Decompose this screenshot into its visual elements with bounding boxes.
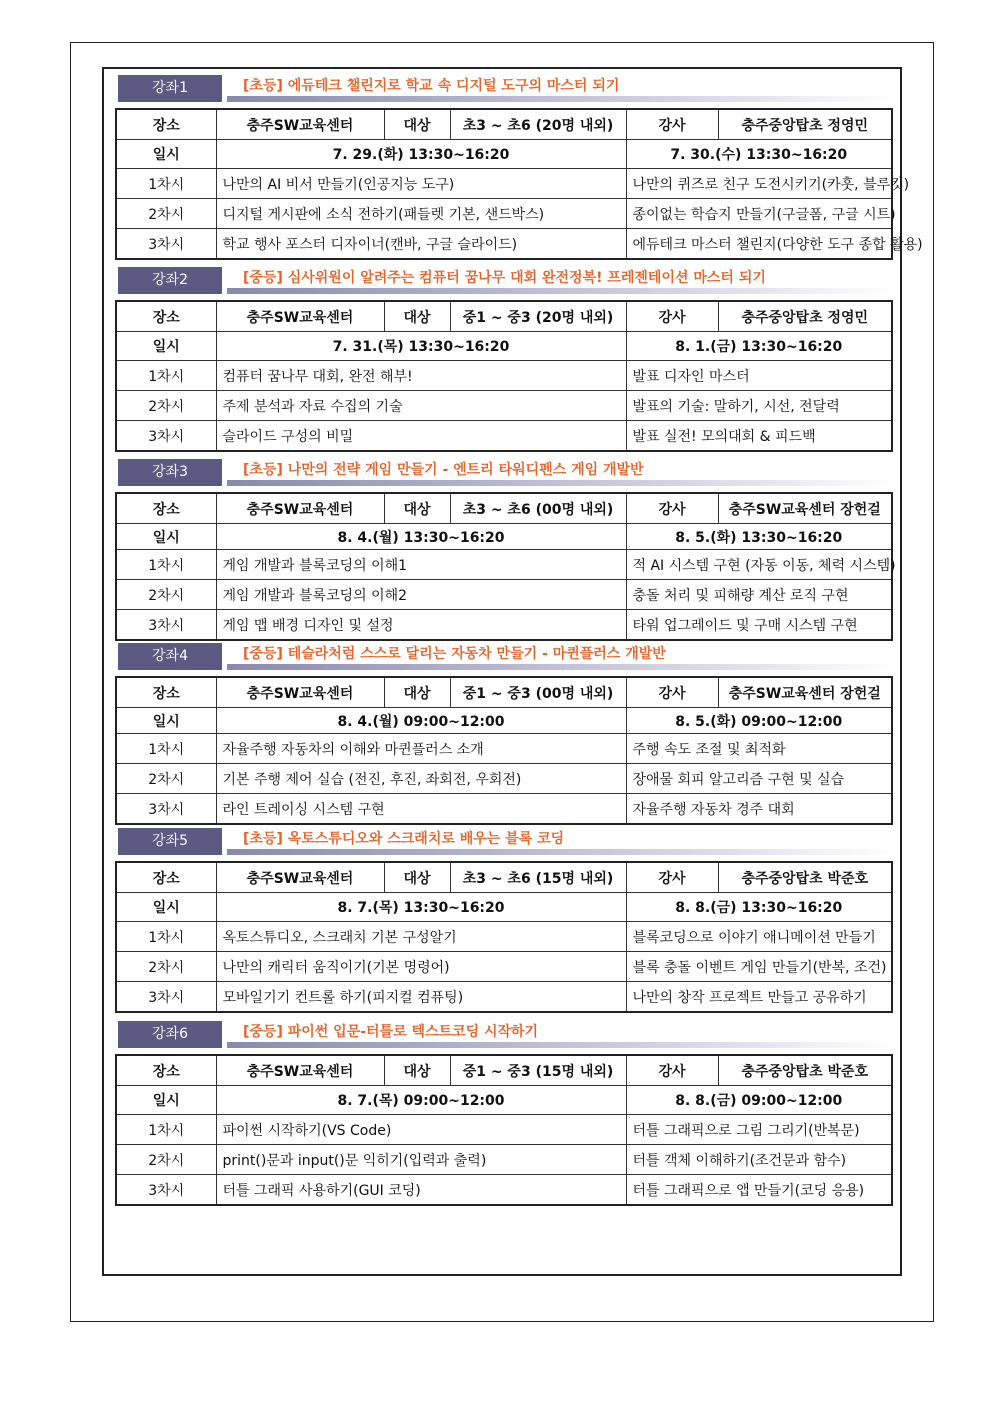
session-day1: 게임 개발과 블록코딩의 이해1 xyxy=(216,550,626,580)
course-header xyxy=(115,459,891,486)
session-label: 3차시 xyxy=(116,982,216,1013)
course-number-badge: 강좌2 xyxy=(118,267,222,294)
session-day2: 블록코딩으로 이야기 애니메이션 만들기 xyxy=(626,922,892,952)
course-table xyxy=(115,1054,893,1206)
teacher-value: 충주중앙탑초 정영민 xyxy=(718,109,892,140)
session-day2: 터틀 그래픽으로 그림 그리기(반복문) xyxy=(626,1115,892,1145)
session-label: 2차시 xyxy=(116,580,216,610)
session-day1: 터틀 그래픽 사용하기(GUI 코딩) xyxy=(216,1175,626,1206)
session-day1: 주제 분석과 자료 수집의 기술 xyxy=(216,391,626,421)
session-day1: 게임 개발과 블록코딩의 이해2 xyxy=(216,580,626,610)
session-label: 2차시 xyxy=(116,199,216,229)
session-label: 1차시 xyxy=(116,922,216,952)
date-row xyxy=(116,893,892,922)
course-number-badge: 강좌4 xyxy=(118,643,222,670)
date-day1: 7. 31.(목) 13:30~16:20 xyxy=(216,332,626,361)
teacher-label: 강사 xyxy=(626,862,718,893)
session-day2: 주행 속도 조절 및 최적화 xyxy=(626,734,892,764)
session-day2: 발표 실전! 모의대회 & 피드백 xyxy=(626,421,892,452)
date-day1: 7. 29.(화) 13:30~16:20 xyxy=(216,140,626,169)
teacher-value: 충주중앙탑초 정영민 xyxy=(718,301,892,332)
session-row xyxy=(116,391,892,421)
session-day2: 타워 업그레이드 및 구매 시스템 구현 xyxy=(626,610,892,641)
course-block xyxy=(115,75,923,260)
session-day1: 파이썬 시작하기(VS Code) xyxy=(216,1115,626,1145)
date-day2: 8. 5.(화) 09:00~12:00 xyxy=(626,708,892,734)
date-day1: 8. 7.(목) 09:00~12:00 xyxy=(216,1086,626,1115)
session-day2: 종이없는 학습지 만들기(구글폼, 구글 시트) xyxy=(626,199,892,229)
session-day1: 학교 행사 포스터 디자이너(캔바, 구글 슬라이드) xyxy=(216,229,626,260)
session-day1: 나만의 AI 비서 만들기(인공지능 도구) xyxy=(216,169,626,199)
course-header xyxy=(115,75,891,102)
session-day2: 충돌 처리 및 피해량 계산 로직 구현 xyxy=(626,580,892,610)
session-day1: 디지털 게시판에 소식 전하기(패들렛 기본, 샌드박스) xyxy=(216,199,626,229)
session-label: 2차시 xyxy=(116,764,216,794)
info-row xyxy=(116,493,892,524)
place-value: 충주SW교육센터 xyxy=(216,862,384,893)
header-underline xyxy=(227,288,891,294)
info-row xyxy=(116,677,892,708)
header-underline xyxy=(227,96,891,102)
session-row xyxy=(116,229,892,260)
session-day1: 모바일기기 컨트롤 하기(피지컬 컴퓨팅) xyxy=(216,982,626,1013)
course-number-badge: 강좌3 xyxy=(118,459,222,486)
date-row xyxy=(116,332,892,361)
session-row xyxy=(116,764,892,794)
session-day1: 게임 맵 배경 디자인 및 설정 xyxy=(216,610,626,641)
session-day2: 나만의 창작 프로젝트 만들고 공유하기 xyxy=(626,982,892,1013)
session-day2: 적 AI 시스템 구현 (자동 이동, 체력 시스템) xyxy=(626,550,892,580)
date-day2: 8. 8.(금) 09:00~12:00 xyxy=(626,1086,892,1115)
teacher-value: 충주중앙탑초 박준호 xyxy=(718,1055,892,1086)
session-label: 1차시 xyxy=(116,169,216,199)
place-value: 충주SW교육센터 xyxy=(216,301,384,332)
date-day1: 8. 7.(목) 13:30~16:20 xyxy=(216,893,626,922)
header-underline xyxy=(227,480,891,486)
teacher-label: 강사 xyxy=(626,493,718,524)
session-day2: 에듀테크 마스터 챌린지(다양한 도구 종합 활용) xyxy=(626,229,892,260)
course-title: [초등] 에듀테크 챌린지로 학교 속 디지털 도구의 마스터 되기 xyxy=(243,78,620,94)
course-block xyxy=(115,643,891,825)
target-label: 대상 xyxy=(384,493,450,524)
place-value: 충주SW교육센터 xyxy=(216,493,384,524)
session-label: 2차시 xyxy=(116,1145,216,1175)
course-header xyxy=(115,267,891,294)
date-label: 일시 xyxy=(116,524,216,550)
course-header xyxy=(115,1021,891,1048)
place-value: 충주SW교육센터 xyxy=(216,677,384,708)
course-header xyxy=(115,828,891,855)
target-value: 초3 ~ 초6 (15명 내외) xyxy=(450,862,626,893)
session-row xyxy=(116,550,892,580)
date-day1: 8. 4.(월) 09:00~12:00 xyxy=(216,708,626,734)
session-row xyxy=(116,580,892,610)
course-title: [초등] 나만의 전략 게임 만들기 - 엔트리 타워디펜스 게임 개발반 xyxy=(243,462,644,478)
info-row xyxy=(116,1055,892,1086)
target-label: 대상 xyxy=(384,1055,450,1086)
course-block xyxy=(115,267,891,452)
session-day2: 발표의 기술: 말하기, 시선, 전달력 xyxy=(626,391,892,421)
session-row xyxy=(116,952,892,982)
date-day2: 8. 1.(금) 13:30~16:20 xyxy=(626,332,892,361)
session-label: 1차시 xyxy=(116,361,216,391)
target-label: 대상 xyxy=(384,109,450,140)
session-row xyxy=(116,922,892,952)
target-label: 대상 xyxy=(384,301,450,332)
place-label: 장소 xyxy=(116,493,216,524)
target-value: 중1 ~ 중3 (20명 내외) xyxy=(450,301,626,332)
session-label: 2차시 xyxy=(116,952,216,982)
session-label: 2차시 xyxy=(116,391,216,421)
place-value: 충주SW교육센터 xyxy=(216,1055,384,1086)
session-row xyxy=(116,610,892,641)
session-label: 3차시 xyxy=(116,794,216,825)
date-label: 일시 xyxy=(116,332,216,361)
date-row xyxy=(116,1086,892,1115)
teacher-label: 강사 xyxy=(626,677,718,708)
session-label: 1차시 xyxy=(116,734,216,764)
target-value: 중1 ~ 중3 (00명 내외) xyxy=(450,677,626,708)
session-day2: 장애물 회피 알고리즘 구현 및 실습 xyxy=(626,764,892,794)
course-title: [중등] 파이썬 입문-터틀로 텍스트코딩 시작하기 xyxy=(243,1024,539,1040)
course-number-badge: 강좌1 xyxy=(118,75,222,102)
session-day1: 슬라이드 구성의 비밀 xyxy=(216,421,626,452)
target-label: 대상 xyxy=(384,862,450,893)
course-title: [초등] 옥토스튜디오와 스크래치로 배우는 블록 코딩 xyxy=(243,831,565,847)
course-title: [중등] 테슬라처럼 스스로 달리는 자동차 만들기 - 마퀸플러스 개발반 xyxy=(243,646,666,662)
info-row xyxy=(116,109,892,140)
date-day1: 8. 4.(월) 13:30~16:20 xyxy=(216,524,626,550)
course-table xyxy=(115,108,923,260)
session-label: 3차시 xyxy=(116,610,216,641)
teacher-value: 충주SW교육센터 장헌걸 xyxy=(718,677,892,708)
course-title: [중등] 심사위원이 알려주는 컴퓨터 꿈나무 대회 완전정복! 프레젠테이션 마스터 되기 xyxy=(243,270,766,286)
place-label: 장소 xyxy=(116,677,216,708)
teacher-value: 충주SW교육센터 장헌걸 xyxy=(718,493,892,524)
info-row xyxy=(116,862,892,893)
session-day2: 터틀 객체 이해하기(조건문과 함수) xyxy=(626,1145,892,1175)
course-table xyxy=(115,676,893,825)
session-row xyxy=(116,199,892,229)
teacher-value: 충주중앙탑초 박준호 xyxy=(718,862,892,893)
place-label: 장소 xyxy=(116,1055,216,1086)
date-row xyxy=(116,140,892,169)
session-day2: 발표 디자인 마스터 xyxy=(626,361,892,391)
session-day1: 라인 트레이싱 시스템 구현 xyxy=(216,794,626,825)
info-row xyxy=(116,301,892,332)
header-underline xyxy=(227,849,891,855)
session-label: 3차시 xyxy=(116,229,216,260)
course-block xyxy=(115,1021,891,1206)
session-row xyxy=(116,1145,892,1175)
target-value: 중1 ~ 중3 (15명 내외) xyxy=(450,1055,626,1086)
session-row xyxy=(116,1115,892,1145)
session-day1: 기본 주행 제어 실습 (전진, 후진, 좌회전, 우회전) xyxy=(216,764,626,794)
session-day1: print()문과 input()문 익히기(입력과 출력) xyxy=(216,1145,626,1175)
target-value: 초3 ~ 초6 (20명 내외) xyxy=(450,109,626,140)
teacher-label: 강사 xyxy=(626,109,718,140)
course-table xyxy=(115,861,893,1013)
session-label: 3차시 xyxy=(116,1175,216,1206)
course-header xyxy=(115,643,891,670)
header-underline xyxy=(227,664,891,670)
session-row xyxy=(116,421,892,452)
session-row xyxy=(116,982,892,1013)
place-label: 장소 xyxy=(116,862,216,893)
session-row xyxy=(116,1175,892,1206)
session-label: 1차시 xyxy=(116,1115,216,1145)
date-label: 일시 xyxy=(116,708,216,734)
session-day2: 나만의 퀴즈로 친구 도전시키기(카훗, 블루킷) xyxy=(626,169,892,199)
session-row xyxy=(116,169,892,199)
course-table xyxy=(115,300,893,452)
session-day1: 나만의 캐릭터 움직이기(기본 명령어) xyxy=(216,952,626,982)
target-label: 대상 xyxy=(384,677,450,708)
session-label: 3차시 xyxy=(116,421,216,452)
course-block xyxy=(115,828,891,1013)
target-value: 초3 ~ 초6 (00명 내외) xyxy=(450,493,626,524)
session-day1: 옥토스튜디오, 스크래치 기본 구성알기 xyxy=(216,922,626,952)
session-label: 1차시 xyxy=(116,550,216,580)
header-underline xyxy=(227,1042,891,1048)
session-row xyxy=(116,794,892,825)
session-day2: 블록 충돌 이벤트 게임 만들기(반복, 조건) xyxy=(626,952,892,982)
session-day2: 자율주행 자동차 경주 대회 xyxy=(626,794,892,825)
date-day2: 8. 5.(화) 13:30~16:20 xyxy=(626,524,892,550)
session-day1: 자율주행 자동차의 이해와 마퀸플러스 소개 xyxy=(216,734,626,764)
session-row xyxy=(116,734,892,764)
course-number-badge: 강좌6 xyxy=(118,1021,222,1048)
place-value: 충주SW교육센터 xyxy=(216,109,384,140)
course-block xyxy=(115,459,896,641)
session-day1: 컴퓨터 꿈나무 대회, 완전 해부! xyxy=(216,361,626,391)
session-day2: 터틀 그래픽으로 앱 만들기(코딩 응용) xyxy=(626,1175,892,1206)
date-row xyxy=(116,524,892,550)
course-number-badge: 강좌5 xyxy=(118,828,222,855)
date-row xyxy=(116,708,892,734)
place-label: 장소 xyxy=(116,109,216,140)
teacher-label: 강사 xyxy=(626,301,718,332)
date-label: 일시 xyxy=(116,893,216,922)
place-label: 장소 xyxy=(116,301,216,332)
session-row xyxy=(116,361,892,391)
date-label: 일시 xyxy=(116,140,216,169)
date-day2: 8. 8.(금) 13:30~16:20 xyxy=(626,893,892,922)
teacher-label: 강사 xyxy=(626,1055,718,1086)
course-table xyxy=(115,492,896,641)
date-day2: 7. 30.(수) 13:30~16:20 xyxy=(626,140,892,169)
date-label: 일시 xyxy=(116,1086,216,1115)
